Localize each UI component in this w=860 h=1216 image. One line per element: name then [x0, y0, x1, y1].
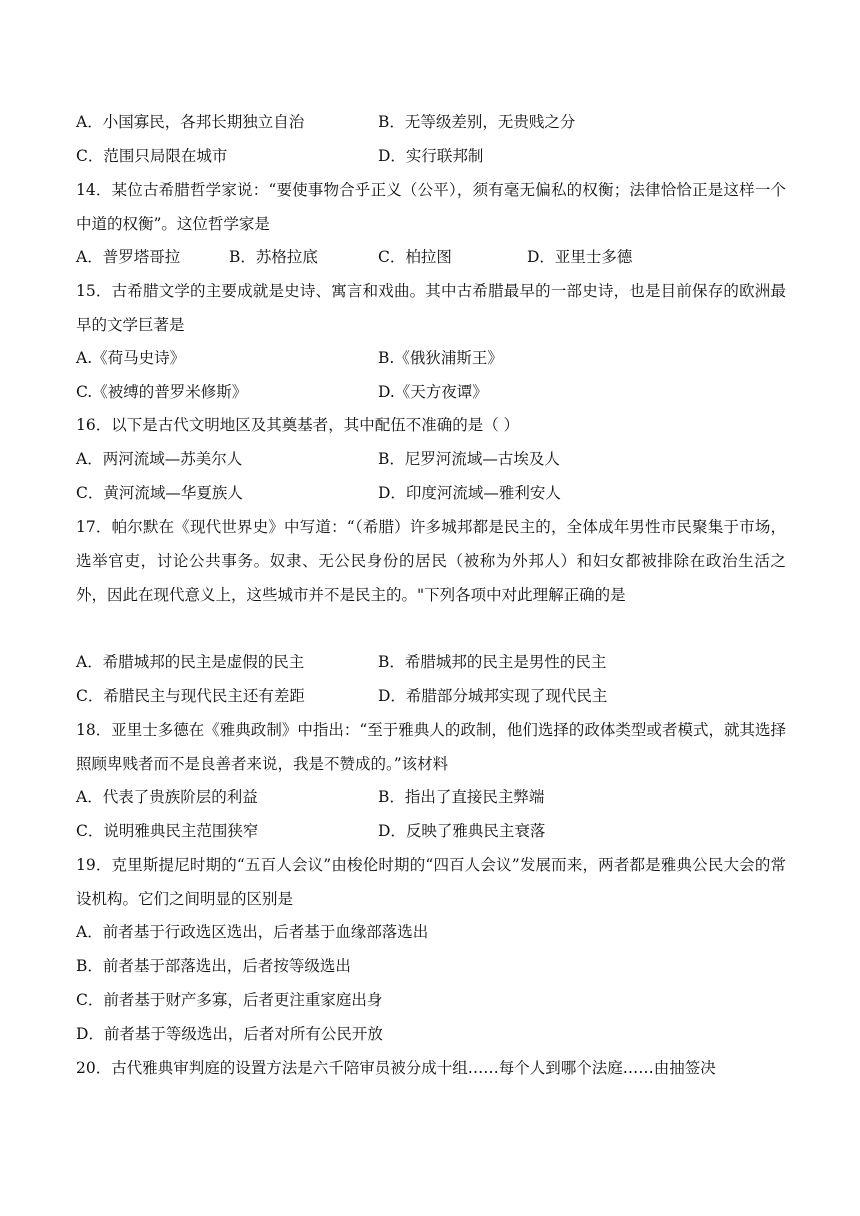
- q13-option-a: A．小国寡民，各邦长期独立自治: [76, 113, 305, 131]
- q16-option-b: B．尼罗河流域—古埃及人: [378, 450, 560, 468]
- q18-option-d: D．反映了雅典民主衰落: [378, 822, 546, 840]
- q19-option-d: D．前者基于等级选出，后者对所有公民开放: [76, 1025, 383, 1043]
- q14-option-c: C．柏拉图: [378, 248, 452, 266]
- q15-option-b: B.《俄狄浦斯王》: [378, 349, 503, 367]
- q19-option-c: C．前者基于财产多寡，后者更注重家庭出身: [76, 991, 383, 1009]
- q19-stem: 19．克里斯提尼时期的“五百人会议”由梭伦时期的“四百人会议”发展而来，两者都是雅典公民大会的常设机构。它们之间明显的区别是: [76, 856, 786, 908]
- q19-option-b: B．前者基于部落选出，后者按等级选出: [76, 957, 351, 975]
- q15-option-d: D.《天方夜谭》: [378, 383, 488, 401]
- q20-stem: 20．古代雅典审判庭的设置方法是六千陪审员被分成十组……每个人到哪个法庭……由抽签决: [76, 1059, 716, 1077]
- q15-option-a: A.《荷马史诗》: [76, 349, 186, 367]
- q15-stem: 15．古希腊文学的主要成就是史诗、寓言和戏曲。其中古希腊最早的一部史诗，也是目前保存的欧洲最早的文学巨著是: [76, 282, 786, 334]
- q17-stem: 17．帕尔默在《现代世界史》中写道：“（希腊）许多城邦都是民主的，全体成年男性市民聚集于市场，选举官吏，讨论公共事务。奴隶、无公民身份的居民（被称为外邦人）和妇女都被排除在政治生活之外，因此在现代意义上，这些城市并不是民主的。"下列各项中对此理解正确的是: [76, 518, 786, 604]
- q18-option-b: B．指出了直接民主弊端: [378, 788, 545, 806]
- q17-option-c: C．希腊民主与现代民主还有差距: [76, 687, 305, 705]
- q19-option-a: A．前者基于行政选区选出，后者基于血缘部落选出: [76, 923, 429, 941]
- q14-option-a: A．普罗塔哥拉: [76, 248, 181, 266]
- q14-option-b: B．苏格拉底: [229, 248, 318, 266]
- q17-option-b: B．希腊城邦的民主是男性的民主: [378, 653, 607, 671]
- q16-option-c: C．黄河流域—华夏族人: [76, 484, 243, 502]
- q18-stem: 18．亚里士多德在《雅典政制》中指出：“至于雅典人的政制，他们选择的政体类型或者模式，就其选择照顾卑贱者而不是良善者来说，我是不赞成的。”该材料: [76, 721, 786, 773]
- q13-option-b: B．无等级差别，无贵贱之分: [378, 113, 576, 131]
- q16-option-d: D．印度河流域—雅利安人: [378, 484, 561, 502]
- q16-stem: 16．以下是古代文明地区及其奠基者，其中配伍不准确的是（ ）: [76, 416, 520, 434]
- q16-option-a: A．两河流域—苏美尔人: [76, 450, 243, 468]
- q17-option-d: D．希腊部分城邦实现了现代民主: [378, 687, 608, 705]
- q18-option-a: A．代表了贵族阶层的利益: [76, 788, 258, 806]
- q17-option-a: A．希腊城邦的民主是虚假的民主: [76, 653, 305, 671]
- q13-option-c: C．范围只局限在城市: [76, 147, 228, 165]
- q13-option-d: D．实行联邦制: [378, 147, 484, 165]
- q14-stem: 14．某位古希腊哲学家说：“要使事物合乎正义（公平），须有毫无偏私的权衡；法律恰恰正是这样一个中道的权衡”。这位哲学家是: [76, 181, 786, 233]
- q14-option-d: D．亚里士多德: [527, 248, 633, 266]
- q18-option-c: C．说明雅典民主范围狭窄: [76, 822, 259, 840]
- q15-option-c: C.《被缚的普罗米修斯》: [76, 383, 248, 401]
